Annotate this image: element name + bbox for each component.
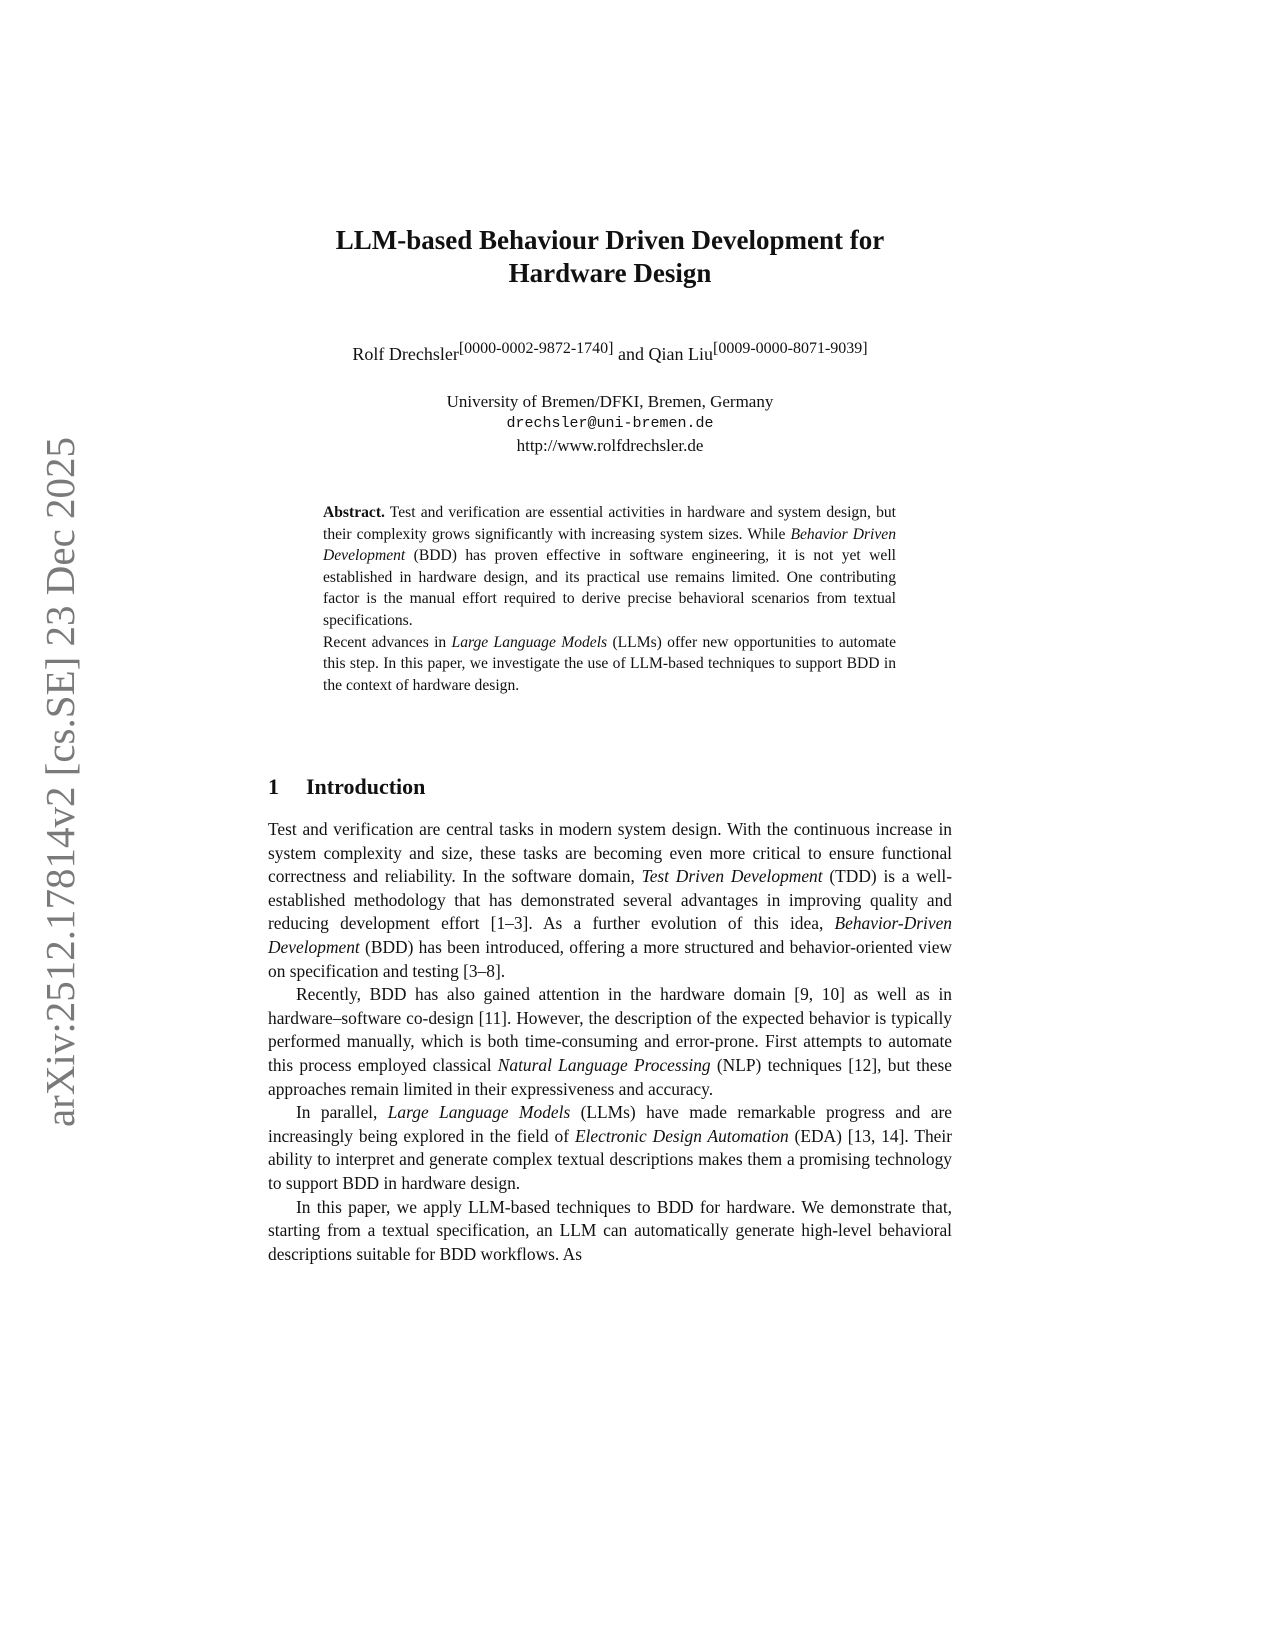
orcid[interactable]: [0000-0002-9872-1740] [458,340,614,357]
emphasized-term: Behavior Driven Development [323,525,897,565]
author-name: Rolf Drechsler [352,344,459,364]
text-run: (BDD) has been introduced, offering a more structured and behavior-oriented view on specification and testing [3–8]. [268,936,952,981]
text-run: (BDD) has proven effective in software engineering, it is not yet well established in hardware design, and its practical use remains limited. One contributing factor is the manual effort required to derive precise behavioral scenarios from textual specifications. [323,547,896,629]
paper-title-line-1: LLM-based Behaviour Driven Development for [335,225,885,255]
homepage-link[interactable]: http://www.rolfdrechsler.de [516,436,704,455]
text-run: Test and verification are central tasks in modern system design. With the continuous increase in system complexity and size, these tasks are becoming even more critical to ensure functional correctness and reliability. In the software domain, [268,819,952,887]
text-run: (EDA) [13, 14]. Their ability to interpret and generate complex textual descriptions makes them a promising technology to support BDD in hardware design. [268,1125,952,1193]
arxiv-identifier: arXiv:2512.17814v2 [cs.SE] 23 Dec 2025 [37,436,83,1128]
text-run: Recently, BDD has also gained attention in the hardware domain [9, 10] as well as in hardware–software co-design [11]. However, the description of the expected behavior is typically performed manually, which is both time-consuming and error-prone. First attempts to automate this process employed classical [268,984,952,1075]
emphasized-term: Large Language Models [387,1102,571,1123]
paragraph [323,632,896,697]
text-run: (LLMs) have made remarkable progress and are increasingly being explored in the field of [268,1102,952,1146]
text-run: In this paper, we apply LLM-based techniques to BDD for hardware. We demonstrate that, starting from a textual specification, an LLM can automatically generate high-level behavioral descriptions suitable for BDD workflows. As [268,1196,952,1264]
section-number: 1 [268,774,279,799]
authors [0,340,1220,365]
emphasized-term: Natural Language Processing [497,1054,711,1075]
paragraph [323,502,896,632]
affiliation: University of Bremen/DFKI, Bremen, Germany [446,392,774,411]
paragraph [268,1101,952,1195]
text-run: Test and verification are essential activities in hardware and system design, but their complexity grows significantly with increasing system sizes. While [323,504,896,543]
paragraph [268,1196,952,1267]
text-run: (NLP) techniques [12], but these approaches remain limited in their expressiveness and accuracy. [268,1054,952,1099]
emphasized-term: Behavior-Driven Development [268,913,952,957]
text-run: Recent advances in [323,633,452,651]
emphasized-term: Large Language Models [451,633,608,651]
text-run: In parallel, [296,1102,388,1123]
text-run: (LLMs) offer new opportunities to automate this step. In this paper, we investigate the use of LLM-based techniques to support BDD in the context of hardware design. [323,633,896,694]
email-link[interactable]: drechsler@uni-bremen.de [506,415,714,432]
paper-title-line-2: Hardware Design [508,258,712,288]
emphasized-term: Electronic Design Automation [574,1125,789,1146]
emphasized-term: Test Driven Development [641,866,823,887]
paragraph [268,983,952,1101]
author-separator: and [613,344,649,364]
orcid[interactable]: [0009-0000-8071-9039] [712,340,868,357]
introduction-body [268,818,952,1266]
abstract-label: Abstract. [323,504,385,521]
text-run: (TDD) is a well-established methodology that has demonstrated several advantages in improving quality and reducing development effort [1–3]. As a further evolution of this idea, [268,866,953,934]
author-name: Qian Liu [648,344,713,364]
section-title: Introduction [306,774,426,799]
section-heading [268,774,425,800]
abstract [323,502,896,696]
paragraph [268,818,952,983]
